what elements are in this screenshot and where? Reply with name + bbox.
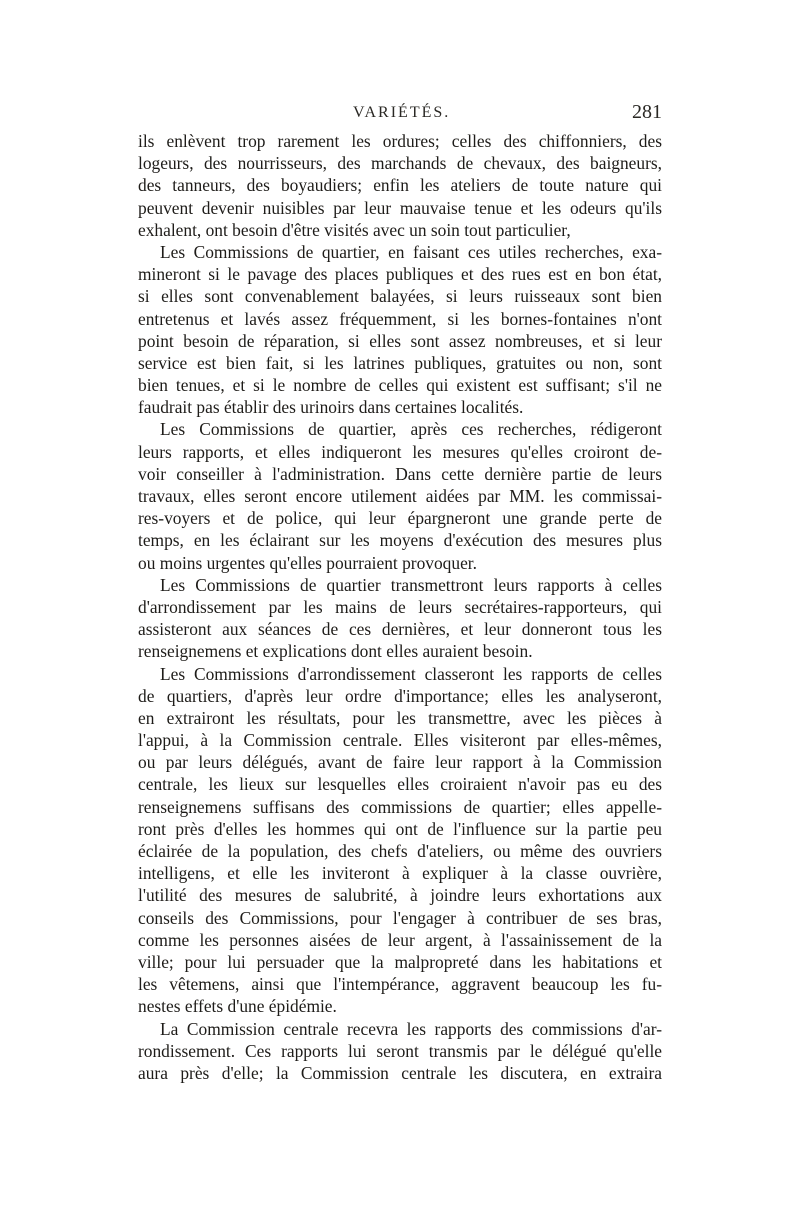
text-line: leurs rapports, et elles indiqueront les mesures qu'elles croiront de-: [138, 441, 662, 462]
text-line: si elles sont convenablement balayées, si leurs ruisseaux sont bien: [138, 286, 662, 307]
paragraph-start: La Commission centrale recevra les rapports des commissions d'ar-: [160, 1018, 662, 1039]
text-line: point besoin de réparation, si elles sont assez nombreuses, et si leur: [138, 330, 662, 351]
text-line: les vêtemens, ainsi que l'intempérance, aggravent beaucoup les fu-: [138, 974, 662, 995]
text-line: conseils des Commissions, pour l'engager à contribuer de ses bras,: [138, 907, 662, 928]
text-line: ront près d'elles les hommes qui ont de l'influence sur la partie peu: [138, 818, 662, 839]
text-line: l'appui, à la Commission centrale. Elles visiteront par elles-mêmes,: [138, 730, 662, 751]
text-line: entretenus et lavés assez fréquemment, si les bornes-fontaines n'ont: [138, 308, 662, 329]
running-head: VARIÉTÉS.: [353, 104, 451, 121]
text-line: ou par leurs délégués, avant de faire leur rapport à la Commission: [138, 752, 662, 773]
paragraph-start: Les Commissions de quartier, après ces recherches, rédigeront: [160, 419, 662, 440]
page-header: [138, 98, 662, 128]
text-line: voir conseiller à l'administration. Dans cette dernière partie de leurs: [138, 463, 662, 484]
text-body: [138, 130, 662, 1084]
text-line: logeurs, des nourrisseurs, des marchands de chevaux, des baigneurs,: [138, 153, 662, 174]
text-line: ville; pour lui persuader que la malpropreté dans les habitations et: [138, 951, 662, 972]
text-line: ils enlèvent trop rarement les ordures; celles des chiffonniers, des: [138, 131, 662, 151]
text-line: aura près d'elle; la Commission centrale les discutera, en extraira: [138, 1062, 662, 1083]
text-line: mineront si le pavage des places publiques et des rues est en bon état,: [138, 264, 662, 285]
text-line: en extrairont les résultats, pour les transmettre, avec les pièces à: [138, 707, 662, 728]
text-line: faudrait pas établir des urinoirs dans certaines localités.: [138, 397, 524, 418]
text-line: exhalent, ont besoin d'être visités avec un soin tout particulier,: [138, 219, 571, 240]
paragraph-start: Les Commissions de quartier transmettront leurs rapports à celles: [160, 574, 662, 595]
text-line: service est bien fait, si les latrines publiques, gratuites ou non, sont: [138, 352, 662, 373]
text-line: rondissement. Ces rapports lui seront transmis par le délégué qu'elle: [138, 1040, 662, 1061]
paragraph-start: Les Commissions d'arrondissement classeront les rapports de celles: [160, 663, 662, 684]
text-line: renseignemens suffisans des commissions de quartier; elles appelle-: [138, 796, 662, 817]
text-line: ou moins urgentes qu'elles pourraient provoquer.: [138, 552, 477, 573]
text-line: res-voyers et de police, qui leur épargneront une grande perte de: [138, 508, 662, 529]
text-line: l'utilité des mesures de salubrité, à joindre leurs exhortations aux: [138, 885, 662, 906]
paragraph-start: Les Commissions de quartier, en faisant ces utiles recherches, exa-: [160, 241, 662, 262]
text-line: renseignemens et explications dont elles auraient besoin.: [138, 641, 533, 662]
text-line: bien tenues, et si le nombre de celles qui existent est suffisant; s'il ne: [138, 375, 662, 396]
text-line: comme les personnes aisées de leur argent, à l'assainissement de la: [138, 929, 662, 950]
text-line: nestes effets d'une épidémie.: [138, 996, 337, 1017]
text-line: de quartiers, d'après leur ordre d'importance; elles les analyseront,: [138, 685, 662, 706]
text-line: des tanneurs, des boyaudiers; enfin les ateliers de toute nature qui: [138, 175, 662, 196]
text-line: assisteront aux séances de ces dernières, et leur donneront tous les: [138, 619, 662, 640]
text-line: d'arrondissement par les mains de leurs secrétaires-rapporteurs, qui: [138, 596, 662, 617]
text-line: centrale, les lieux sur lesquelles elles croiraient n'avoir pas eu des: [138, 774, 662, 795]
text-line: intelligens, et elle les inviteront à expliquer à la classe ouvrière,: [138, 863, 662, 884]
text-line: peuvent devenir nuisibles par leur mauvaise tenue et les odeurs qu'ils: [138, 197, 662, 218]
text-line: éclairée de la population, des chefs d'ateliers, ou même des ouvriers: [138, 841, 662, 861]
text-line: travaux, elles seront encore utilement aidées par MM. les commissai-: [138, 486, 662, 506]
text-line: temps, en les éclairant sur les moyens d'exécution des mesures plus: [138, 530, 662, 551]
page-number: 281: [632, 101, 662, 123]
